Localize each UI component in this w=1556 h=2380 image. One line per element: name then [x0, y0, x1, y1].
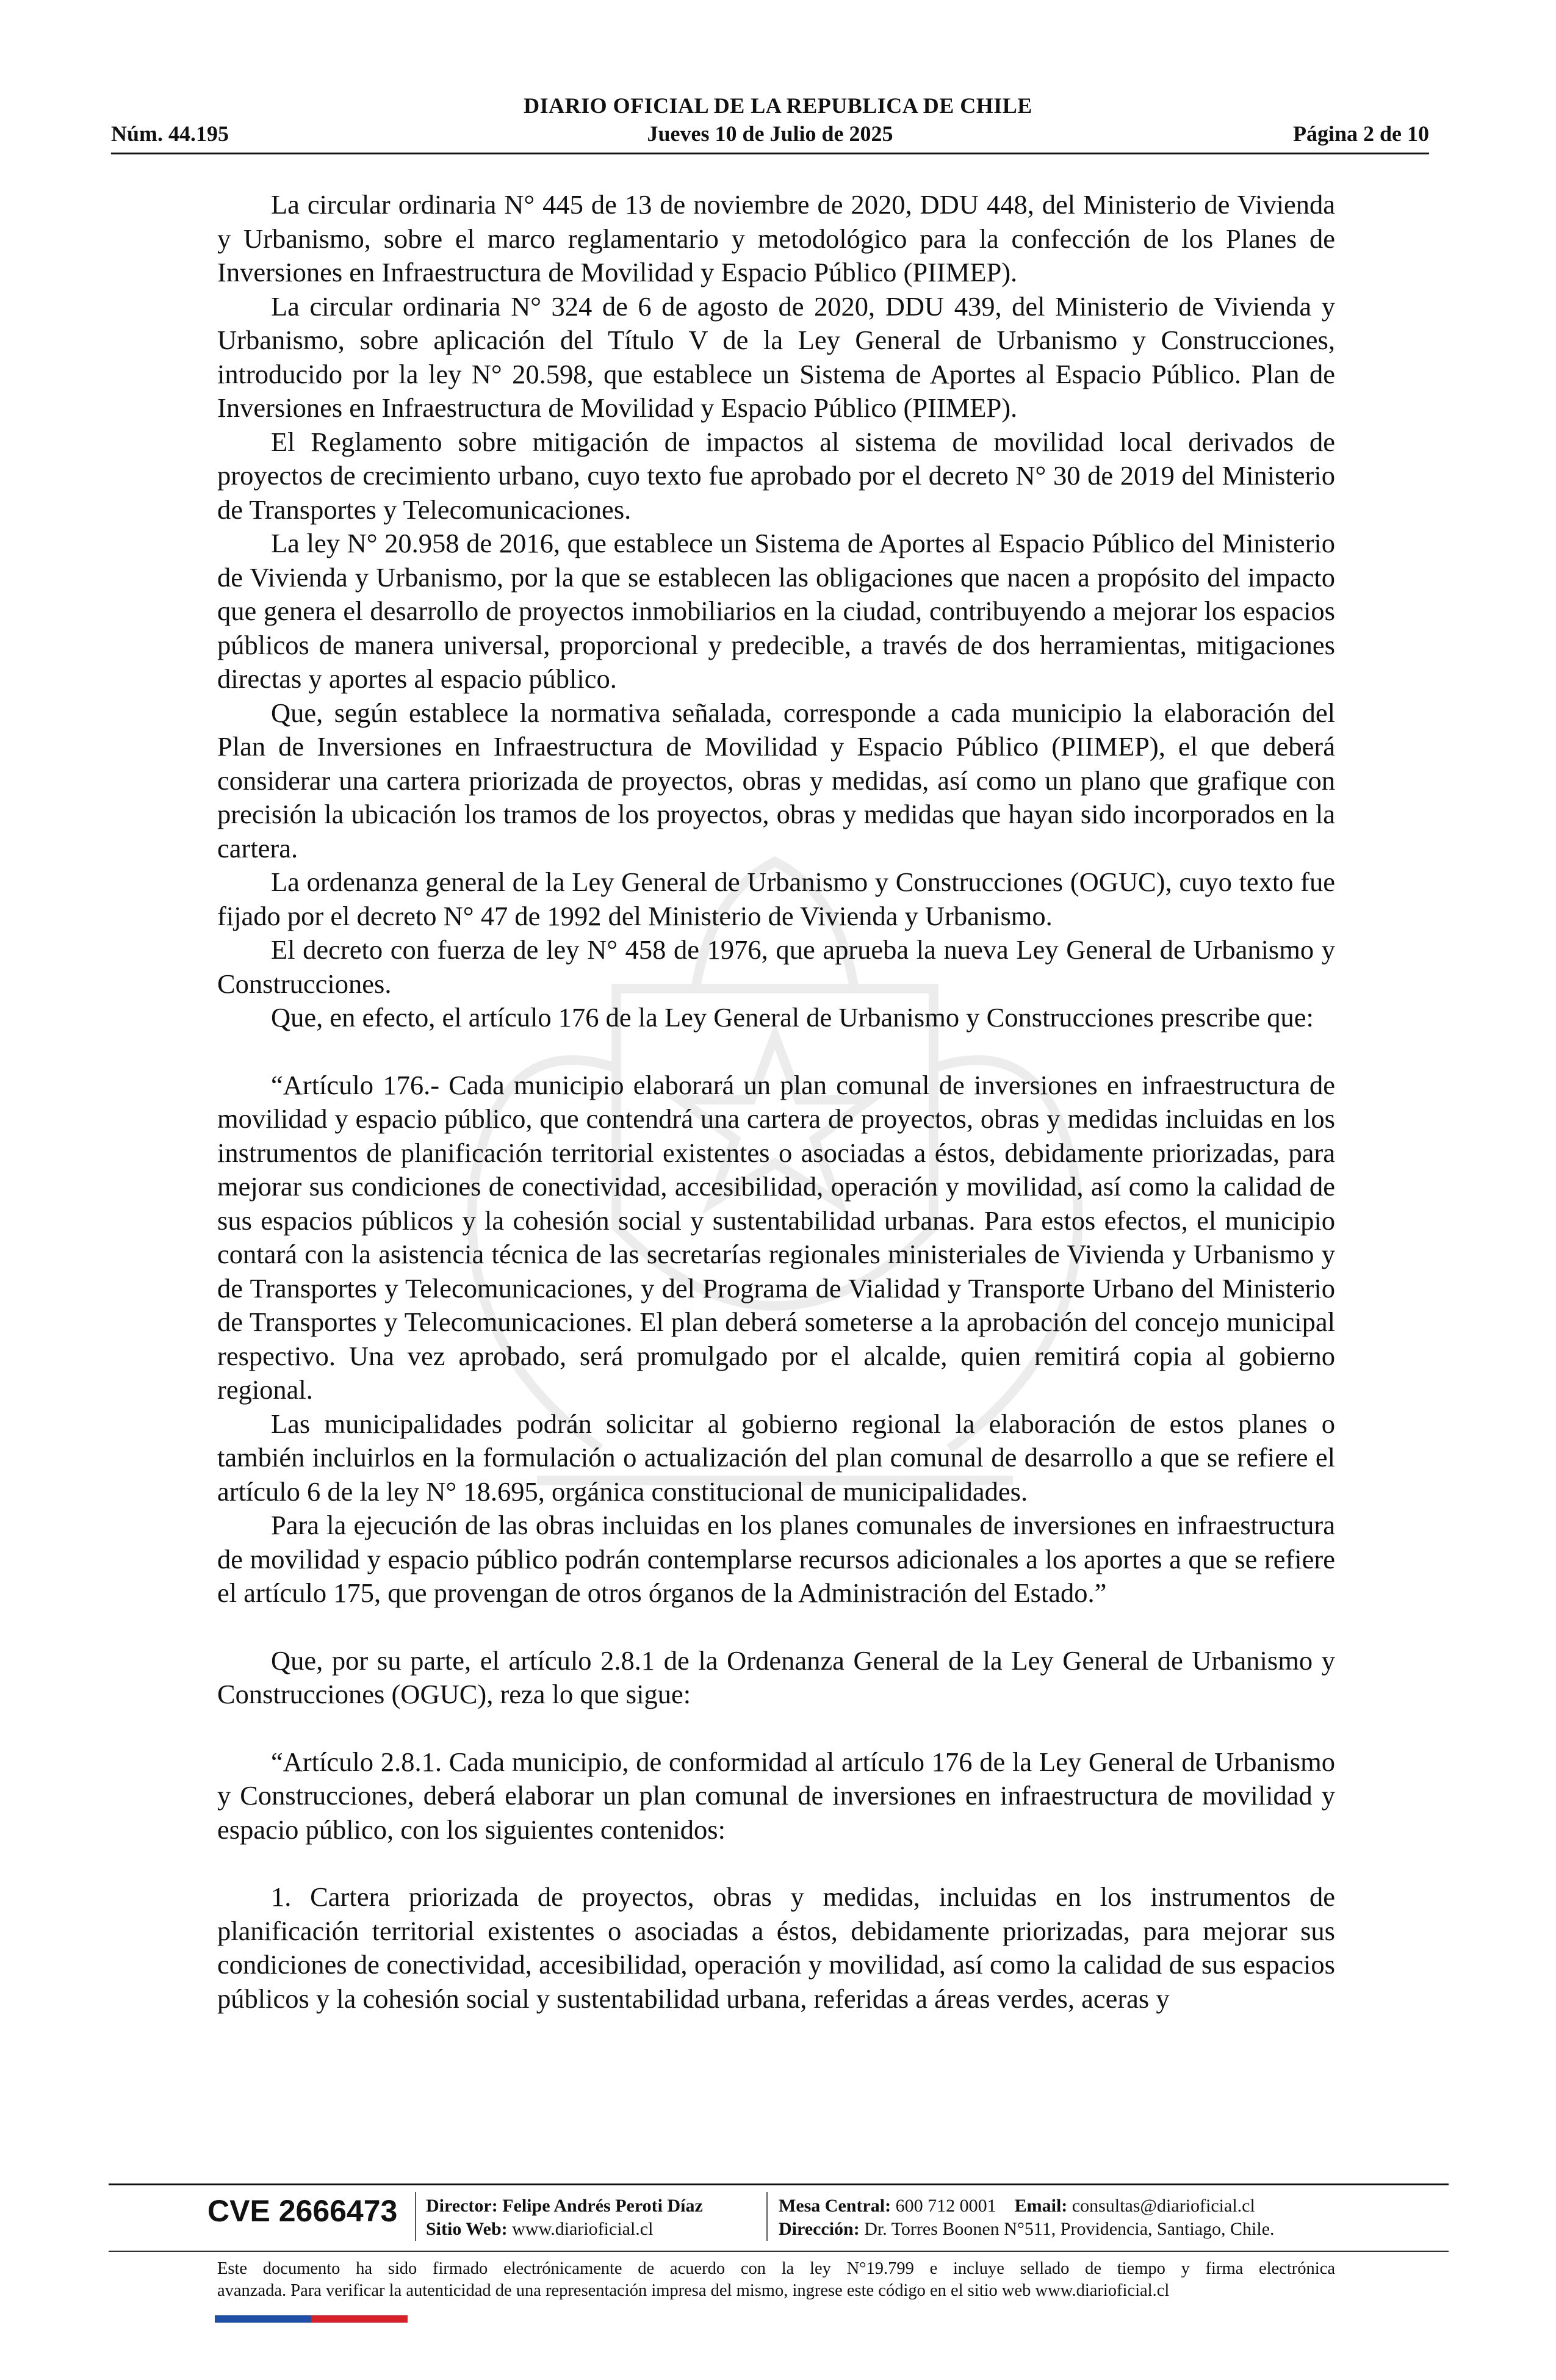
quoted-paragraph: “Artículo 2.8.1. Cada municipio, de conformidad al artículo 176 de la Ley General de Urbanismo y Construcciones, deberá elaborar un plan comunal de inversiones en infraestructura de movilidad y espacio público, con los siguientes contenidos: [217, 1746, 1335, 1845]
footer-separator [766, 2192, 768, 2241]
paragraph: Que, por su parte, el artículo 2.8.1 de la Ordenanza General de la Ley General de Urbanismo y Construcciones (OGUC), reza lo que sigue: [217, 1645, 1335, 1709]
address-value: Dr. Torres Boonen N°511, Providencia, Santiago, Chile. [864, 2219, 1275, 2239]
paragraph: La ley N° 20.958 de 2016, que establece un Sistema de Aportes al Espacio Público del Ministerio de Vivienda y Urbanismo, por la que se establecen las obligaciones que nacen a propósito del impacto que genera el desarrollo de proyectos inmobiliarios en la ciudad, contribuyendo a mejorar los espacios públicos de manera universal, proporcional y predecible, a través de dos herramientas, mitigaciones directas y aportes al espacio público. [217, 528, 1335, 694]
address-label: Dirección: [779, 2219, 860, 2239]
paragraph: La ordenanza general de la Ley General de Urbanismo y Construcciones (OGUC), cuyo texto fue fijado por el decreto N° 47 de 1992 del Ministerio de Vivienda y Urbanismo. [217, 867, 1335, 931]
signature-note [217, 2258, 1335, 2302]
header-divider [111, 153, 1429, 154]
publication-title: DIARIO OFICIAL DE LA REPUBLICA DE CHILE [524, 93, 1032, 118]
flag-red-segment [311, 2315, 408, 2323]
mesa-phone: 600 712 0001 [895, 2196, 996, 2216]
footer-director-block [426, 2194, 703, 2241]
issue-number: Núm. 44.195 [111, 121, 229, 146]
paragraph: El Reglamento sobre mitigación de impactos al sistema de movilidad local derivados de proyectos de crecimiento urbano, cuyo texto fue aprobado por el decreto N° 30 de 2019 del Ministerio de Transportes y Telecomunicaciones. [217, 426, 1335, 525]
mesa-label: Mesa Central: [779, 2196, 891, 2216]
quoted-paragraph: “Artículo 176.- Cada municipio elaborará un plan comunal de inversiones en infraestructura de movilidad y espacio público, que contendrá una cartera de proyectos, obras y medidas incluidas en los instrumentos de planificación territorial existentes o asociadas a éstos, debidamente priorizadas, para mejorar sus condiciones de conectividad, accesibilidad, operación y movilidad, así como la calidad de sus espacios públicos y la cohesión social y sustentabilidad urbanas. Para estos efectos, el municipio contará con la asistencia técnica de las secretarías regionales ministeriales de Vivienda y Urbanismo y de Transportes y Telecomunicaciones, y del Programa de Vialidad y Transporte Urbano del Ministerio de Transportes y Telecomunicaciones. El plan deberá someterse a la aprobación del concejo municipal respectivo. Una vez aprobado, será promulgado por el alcalde, quien remitirá copia al gobierno regional. [217, 1069, 1335, 1405]
footer-separator [415, 2192, 416, 2241]
issue-date: Jueves 10 de Julio de 2025 [647, 121, 893, 146]
director-label: Director: [426, 2196, 498, 2216]
footer-divider-bottom [109, 2251, 1449, 2252]
cve-code: CVE 2666473 [207, 2194, 398, 2228]
director-name: Felipe Andrés Peroti Díaz [502, 2196, 703, 2216]
footer-divider-top [109, 2183, 1449, 2185]
signature-note-line: avanzada. Para verificar la autenticidad de una representación impresa del mismo, ingrese este código en el sitio web www.diarioficial.cl [217, 2281, 1170, 2300]
flag-blue-segment [215, 2315, 311, 2323]
paragraph: La circular ordinaria N° 445 de 13 de noviembre de 2020, DDU 448, del Ministerio de Vivienda y Urbanismo, sobre el marco reglamentario y metodológico para la confección de los Planes de Inversiones en Infraestructura de Movilidad y Espacio Público (PIIMEP). [217, 189, 1335, 287]
paragraph: El decreto con fuerza de ley N° 458 de 1976, que aprueba la nueva Ley General de Urbanismo y Construcciones. [217, 934, 1335, 999]
signature-note-line: Este documento ha sido firmado electrónicamente de acuerdo con la ley N°19.799 e incluye sellado de tiempo y firma electrónica [217, 2259, 1335, 2278]
quoted-paragraph: Las municipalidades podrán solicitar al gobierno regional la elaboración de estos planes o también incluirlos en la formulación o actualización del plan comunal de desarrollo a que se refiere el artículo 6 de la ley N° 18.695, orgánica constitucional de municipalidades. [217, 1408, 1335, 1507]
page-number: Página 2 de 10 [1292, 121, 1429, 146]
paragraph: Que, según establece la normativa señalada, corresponde a cada municipio la elaboración del Plan de Inversiones en Infraestructura de Movilidad y Espacio Público (PIIMEP), el que deberá considerar una cartera priorizada de proyectos, obras y medidas, así como un plano que grafique con precisión la ubicación los tramos de los proyectos, obras y medidas que hayan sido incorporados en la cartera. [217, 697, 1335, 864]
email-label: Email: [1014, 2196, 1068, 2216]
email-link[interactable]: consultas@diarioficial.cl [1072, 2196, 1255, 2216]
paragraph: Que, en efecto, el artículo 176 de la Ley General de Urbanismo y Construcciones prescribe que: [271, 1002, 1314, 1033]
footer-contact-block [779, 2194, 1275, 2241]
paragraph: La circular ordinaria N° 324 de 6 de agosto de 2020, DDU 439, del Ministerio de Vivienda y Urbanismo, sobre aplicación del Título V de la Ley General de Urbanismo y Construcciones, introducido por la ley N° 20.598, que establece un Sistema de Aportes al Espacio Público. Plan de Inversiones en Infraestructura de Movilidad y Espacio Público (PIIMEP). [217, 290, 1335, 423]
website-label: Sitio Web: [426, 2219, 508, 2239]
chile-flag-stripe [215, 2315, 408, 2323]
header-row [111, 121, 1429, 149]
list-item: 1. Cartera priorizada de proyectos, obras y medidas, incluidas en los instrumentos de planificación territorial existentes o asociadas a éstos, debidamente priorizadas, para mejorar sus condiciones de conectividad, accesibilidad, operación y movilidad, así como la calidad de sus espacios públicos y la cohesión social y sustentabilidad urbana, referidas a áreas verdes, aceras y [217, 1881, 1335, 2014]
quoted-paragraph: Para la ejecución de las obras incluidas en los planes comunales de inversiones en infraestructura de movilidad y espacio público podrán contemplarse recursos adicionales a los aportes a que se refiere el artículo 175, que provengan de otros órganos de la Administración del Estado.” [217, 1510, 1335, 1608]
website-link[interactable]: www.diarioficial.cl [512, 2219, 654, 2239]
document-body [217, 188, 1335, 2016]
